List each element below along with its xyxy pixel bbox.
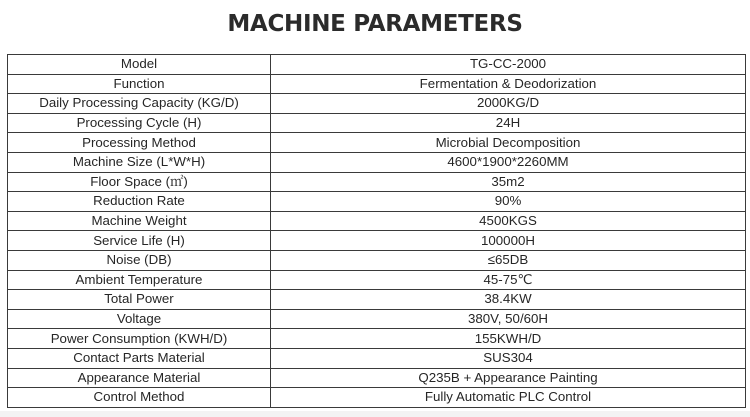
param-label: Control Method (8, 388, 271, 408)
param-value: 45-75℃ (271, 270, 746, 290)
machine-parameters-table (7, 54, 746, 408)
table-row-service-life (8, 231, 746, 251)
param-label: Machine Size (L*W*H) (8, 152, 271, 172)
table-row-total-power (8, 290, 746, 310)
param-value: TG-CC-2000 (271, 55, 746, 75)
table-row-voltage (8, 309, 746, 329)
param-value: 35m2 (271, 172, 746, 192)
param-value: Q235B + Appearance Painting (271, 368, 746, 388)
table-row-contact-parts-material (8, 348, 746, 368)
param-label: Machine Weight (8, 211, 271, 231)
table-row-noise (8, 250, 746, 270)
table-row-control-method (8, 388, 746, 408)
param-value: 24H (271, 113, 746, 133)
param-label: Daily Processing Capacity (KG/D) (8, 94, 271, 114)
param-value: 380V, 50/60H (271, 309, 746, 329)
param-label: Floor Space (㎡) (8, 172, 271, 192)
param-value: 2000KG/D (271, 94, 746, 114)
param-label: Noise (DB) (8, 250, 271, 270)
param-value: 38.4KW (271, 290, 746, 310)
table-row-function (8, 74, 746, 94)
param-value: 4500KGS (271, 211, 746, 231)
table-row-machine-size (8, 152, 746, 172)
param-value: 4600*1900*2260MM (271, 152, 746, 172)
param-value: 90% (271, 192, 746, 212)
table-row-machine-weight (8, 211, 746, 231)
param-label: Reduction Rate (8, 192, 271, 212)
table-row-reduction-rate (8, 192, 746, 212)
param-label: Voltage (8, 309, 271, 329)
bottom-divider (0, 411, 750, 417)
param-label: Processing Method (8, 133, 271, 153)
param-label: Service Life (H) (8, 231, 271, 251)
param-value: Fully Automatic PLC Control (271, 388, 746, 408)
param-value: SUS304 (271, 348, 746, 368)
param-label: Ambient Temperature (8, 270, 271, 290)
table-row-processing-method (8, 133, 746, 153)
table-row-ambient-temperature (8, 270, 746, 290)
page-title: MACHINE PARAMETERS (227, 11, 523, 37)
param-label: Function (8, 74, 271, 94)
param-value: ≤65DB (271, 250, 746, 270)
table-row-appearance-material (8, 368, 746, 388)
param-label: Processing Cycle (H) (8, 113, 271, 133)
table-row-daily-capacity (8, 94, 746, 114)
table-row-model (8, 55, 746, 75)
param-value: 100000H (271, 231, 746, 251)
param-value: Microbial Decomposition (271, 133, 746, 153)
param-value: Fermentation & Deodorization (271, 74, 746, 94)
param-label: Model (8, 55, 271, 75)
param-label: Total Power (8, 290, 271, 310)
param-value: 155KWH/D (271, 329, 746, 349)
table-row-processing-cycle (8, 113, 746, 133)
table-row-power-consumption (8, 329, 746, 349)
param-label: Power Consumption (KWH/D) (8, 329, 271, 349)
param-label: Appearance Material (8, 368, 271, 388)
param-label: Contact Parts Material (8, 348, 271, 368)
table-row-floor-space (8, 172, 746, 192)
